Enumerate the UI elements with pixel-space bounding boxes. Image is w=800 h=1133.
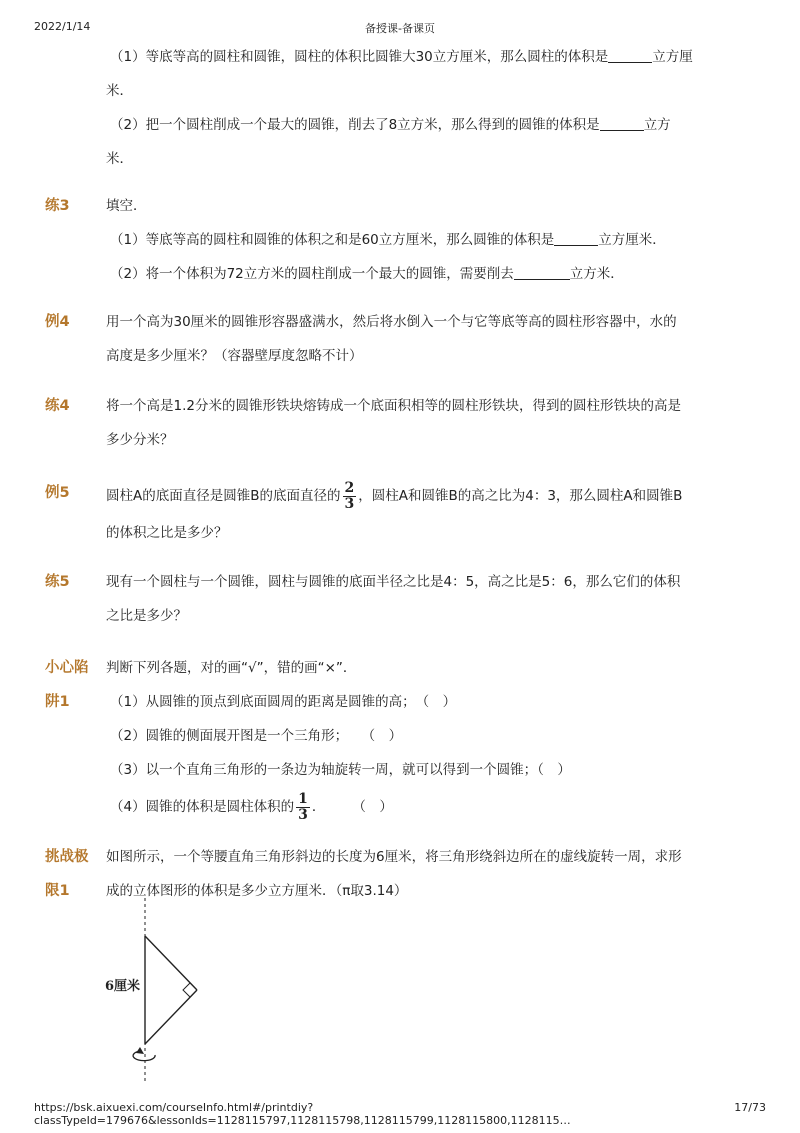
- exercise-4-line1: 将一个高是1.2分米的圆锥形铁块熔铸成一个底面积相等的圆柱形铁块，得到的圆柱形铁块的高是: [106, 398, 681, 414]
- header-date: 2022/1/14: [34, 20, 91, 33]
- exercise-3: [45, 189, 720, 291]
- challenge-1-line1: 如图所示，一个等腰直角三角形斜边的长度为6厘米，将三角形绕斜边所在的虚线旋转一周，求形: [106, 849, 682, 865]
- hypotenuse-length-label: 6厘米: [105, 979, 141, 994]
- exercise-3-q1-unit: 立方厘米．: [598, 232, 666, 248]
- example-5-line1-a: 圆柱A的底面直径是圆锥B的底面直径的: [106, 488, 341, 504]
- example-5-label: 例5: [45, 485, 70, 501]
- arrow-head-icon: [136, 1047, 144, 1054]
- footer-page-number: 17/73: [734, 1101, 766, 1114]
- right-angle-mark: [183, 983, 190, 997]
- exercise-5: [45, 565, 720, 633]
- trap-1-item: （2）圆锥的侧面展开图是一个三角形； （ ）: [110, 728, 403, 744]
- fraction-two-thirds: $\frac{2}{3}$: [344, 479, 355, 512]
- triangle-figure: [96, 896, 226, 1086]
- footer-url: https://bsk.aixuexi.com/courseInfo.html#/printdiy?classTypeId=179676&lessonIds=1128115797,1128115798,1128115799,1128115800,1128115…: [34, 1101, 571, 1127]
- trap-1-item: （1）从圆锥的顶点到底面圆周的距离是圆锥的高； （ ）: [110, 694, 457, 710]
- exercise-3-label: 练3: [45, 198, 70, 214]
- exercise-5-line2: 之比是多少？: [106, 608, 187, 624]
- trap-1-item4-a: （4）圆锥的体积是圆柱体积的: [110, 799, 295, 815]
- example-4-line2: 高度是多少厘米？（容器壁厚度忽略不计）: [106, 348, 363, 364]
- trap-1-item4-b: ． （ ）: [311, 799, 393, 815]
- example-4: [45, 305, 720, 373]
- exercise-3-q2: （2）将一个体积为72立方米的圆柱削成一个最大的圆锥，需要削去: [110, 266, 514, 282]
- prev-q2-cont: 米．: [106, 151, 133, 167]
- header-title: 备授课-备课页: [365, 22, 435, 35]
- prev-q1-text: （1）等底等高的圆柱和圆锥，圆柱的体积比圆锥大30立方厘米，那么圆柱的体积是: [110, 49, 609, 65]
- exercise-3-intro: 填空．: [106, 198, 147, 214]
- prev-q1-unit: 立方厘: [652, 49, 693, 65]
- answer-blank: [514, 265, 570, 280]
- prev-problem: [45, 40, 720, 176]
- trap-1-label: 小心陷 阱1: [45, 660, 89, 710]
- trap-1-item: （3）以一个直角三角形的一条边为轴旋转一周，就可以得到一个圆锥；（ ）: [110, 762, 571, 778]
- challenge-1-line2: 成的立体图形的体积是多少立方厘米．（π取3.14）: [106, 883, 408, 899]
- triangle-leg: [145, 936, 197, 990]
- answer-blank: [600, 116, 644, 131]
- example-5-line2: 的体积之比是多少？: [106, 525, 228, 541]
- example-4-label: 例4: [45, 314, 70, 330]
- exercise-5-label: 练5: [45, 574, 70, 590]
- exercise-5-line1: 现有一个圆柱与一个圆锥，圆柱与圆锥的底面半径之比是4：5，高之比是5：6，那么它们的体积: [106, 574, 681, 590]
- example-5: [45, 476, 720, 550]
- answer-blank: [554, 231, 598, 246]
- exercise-4: [45, 389, 720, 457]
- exercise-4-line2: 多少分米？: [106, 432, 174, 448]
- prev-q2-text: （2）把一个圆柱削成一个最大的圆锥，削去了8立方米，那么得到的圆锥的体积是: [110, 117, 600, 133]
- triangle-leg: [145, 990, 197, 1044]
- answer-blank: [608, 48, 652, 63]
- example-5-line1-b: ，圆柱A和圆锥B的高之比为4：3，那么圆柱A和圆锥B: [358, 488, 683, 504]
- example-4-line1: 用一个高为30厘米的圆锥形容器盛满水，然后将水倒入一个与它等底等高的圆柱形容器中，水的: [106, 314, 677, 330]
- fraction-one-third: $\frac{1}{3}$: [298, 790, 308, 823]
- exercise-4-label: 练4: [45, 398, 70, 414]
- prev-q1-cont: 米．: [106, 83, 133, 99]
- trap-1: [45, 651, 720, 827]
- exercise-3-q1: （1）等底等高的圆柱和圆锥的体积之和是60立方厘米，那么圆锥的体积是: [110, 232, 555, 248]
- challenge-1-label: 挑战极 限1: [45, 849, 89, 899]
- trap-1-intro: 判断下列各题，对的画“√”，错的画“×”．: [106, 660, 357, 676]
- prev-q2-unit: 立方: [643, 117, 671, 133]
- exercise-3-q2-unit: 立方米．: [569, 266, 624, 282]
